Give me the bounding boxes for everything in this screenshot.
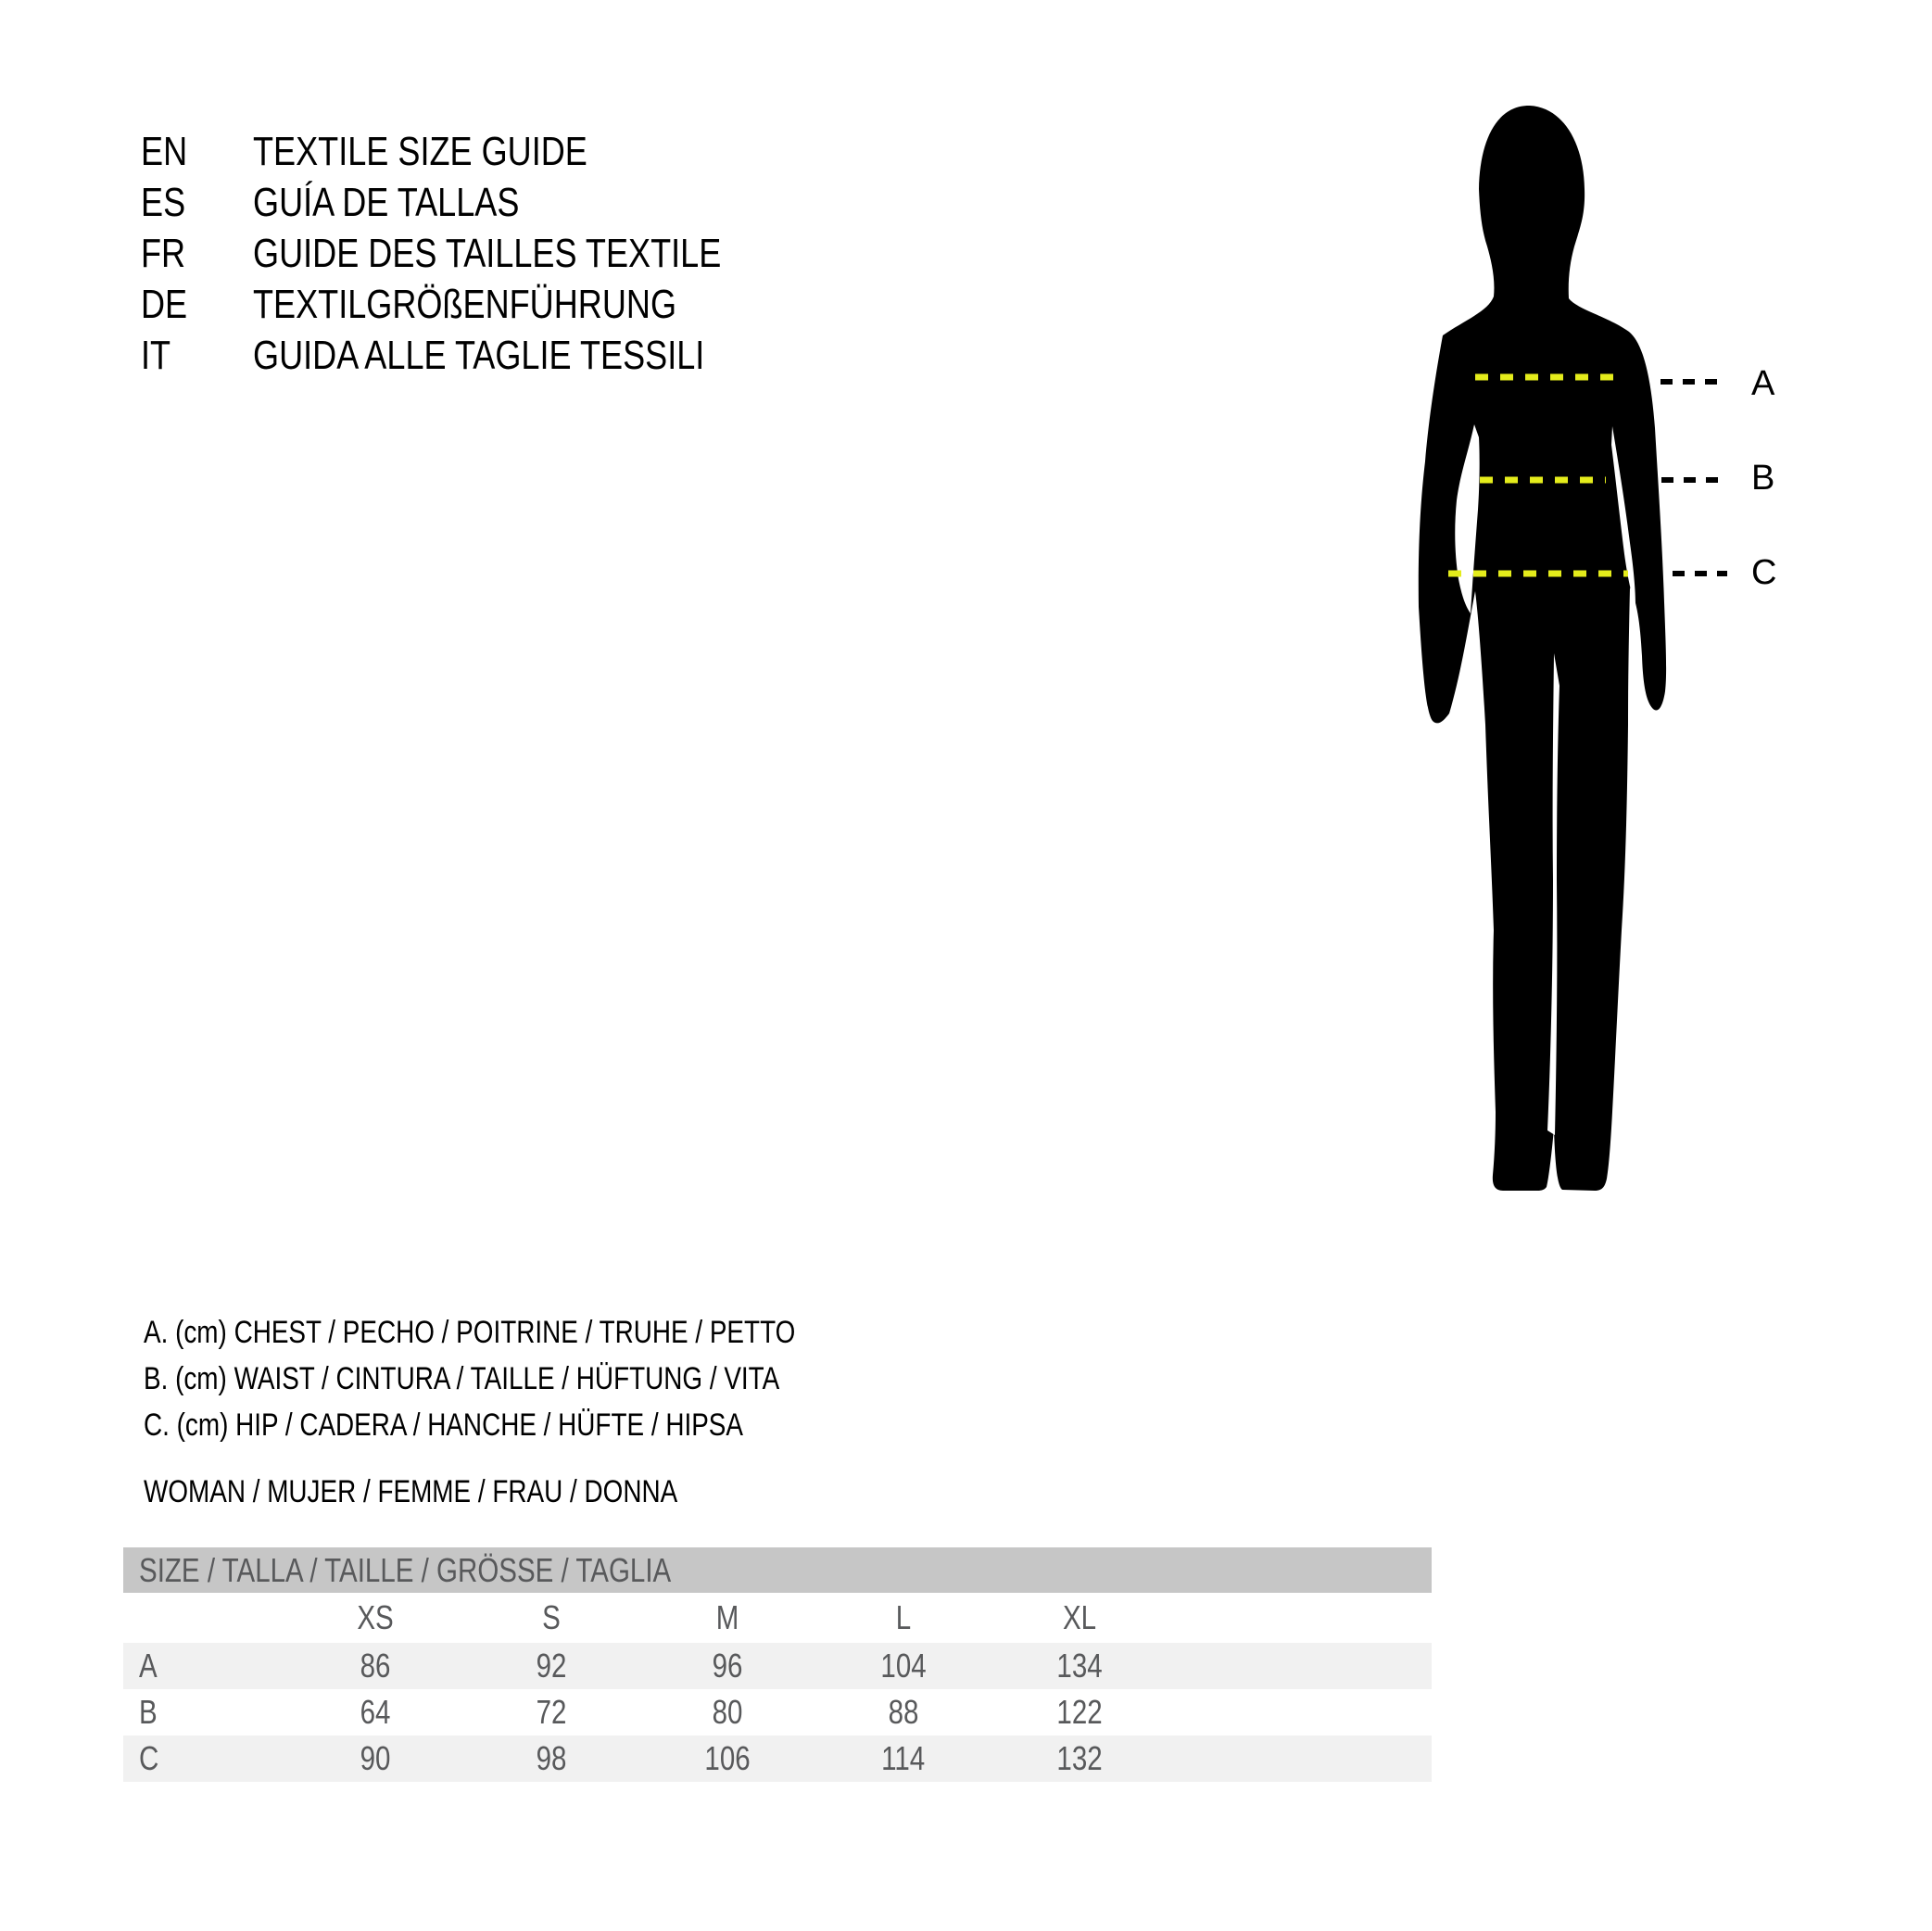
marker-letter-hip: C	[1751, 553, 1777, 592]
chest-m: 96	[712, 1647, 743, 1685]
language-title-block	[141, 126, 824, 381]
chest-xl: 134	[1056, 1647, 1103, 1685]
waist-l: 88	[888, 1693, 919, 1731]
waist-s: 72	[536, 1693, 567, 1731]
language-code: DE	[141, 282, 188, 327]
marker-letter-chest: A	[1751, 364, 1775, 403]
guide-title-es: GUÍA DE TALLAS	[253, 180, 520, 225]
row-label: A	[139, 1647, 158, 1685]
language-row-es	[141, 177, 824, 228]
language-row-it	[141, 330, 824, 381]
guide-title-de: TEXTILGRÖßENFÜHRUNG	[253, 282, 677, 327]
legend-waist: B. (cm) WAIST / CINTURA / TAILLE / HÜFTUNG / VITA	[144, 1361, 780, 1396]
hip-xl: 132	[1056, 1739, 1103, 1777]
legend-hip: C. (cm) HIP / CADERA / HANCHE / HÜFTE / HIPSA	[144, 1407, 744, 1443]
hip-xs: 90	[360, 1739, 391, 1777]
language-code: FR	[141, 231, 186, 276]
table-row-waist	[123, 1689, 1432, 1735]
language-code: EN	[141, 129, 188, 174]
column-xs: XS	[357, 1598, 394, 1636]
gender-line: WOMAN / MUJER / FEMME / FRAU / DONNA	[144, 1474, 678, 1509]
waist-m: 80	[712, 1693, 743, 1731]
hip-s: 98	[536, 1739, 567, 1777]
column-xl: XL	[1062, 1598, 1097, 1636]
row-label: C	[139, 1739, 159, 1777]
silhouette-body	[1419, 106, 1666, 1191]
table-row-hip	[123, 1735, 1432, 1782]
column-l: L	[895, 1598, 912, 1636]
legend-chest: A. (cm) CHEST / PECHO / POITRINE / TRUHE / PETTO	[144, 1315, 796, 1350]
language-row-de	[141, 279, 824, 330]
guide-title-en: TEXTILE SIZE GUIDE	[253, 129, 587, 174]
chest-xs: 86	[360, 1647, 391, 1685]
column-m: M	[715, 1598, 739, 1636]
language-code: ES	[141, 180, 186, 225]
marker-letter-waist: B	[1751, 459, 1775, 498]
language-row-fr	[141, 228, 824, 279]
language-code: IT	[141, 333, 171, 378]
column-s: S	[542, 1598, 561, 1636]
size-table	[123, 1547, 1432, 1782]
hip-l: 114	[881, 1739, 926, 1777]
row-label: B	[139, 1693, 158, 1731]
table-row-chest	[123, 1643, 1432, 1689]
guide-title-fr: GUIDE DES TAILLES TEXTILE	[253, 231, 722, 276]
chest-l: 104	[880, 1647, 927, 1685]
hip-m: 106	[704, 1739, 751, 1777]
size-table-header: SIZE / TALLA / TAILLE / GRÖSSE / TAGLIA	[123, 1547, 1432, 1593]
language-row-en	[141, 126, 824, 177]
measurement-legend	[144, 1309, 939, 1448]
size-table-column-row	[123, 1593, 1432, 1643]
chest-s: 92	[536, 1647, 567, 1685]
waist-xs: 64	[360, 1693, 391, 1731]
guide-title-it: GUIDA ALLE TAGLIE TESSILI	[253, 333, 705, 378]
waist-xl: 122	[1056, 1693, 1103, 1731]
woman-silhouette	[1390, 102, 1816, 1195]
